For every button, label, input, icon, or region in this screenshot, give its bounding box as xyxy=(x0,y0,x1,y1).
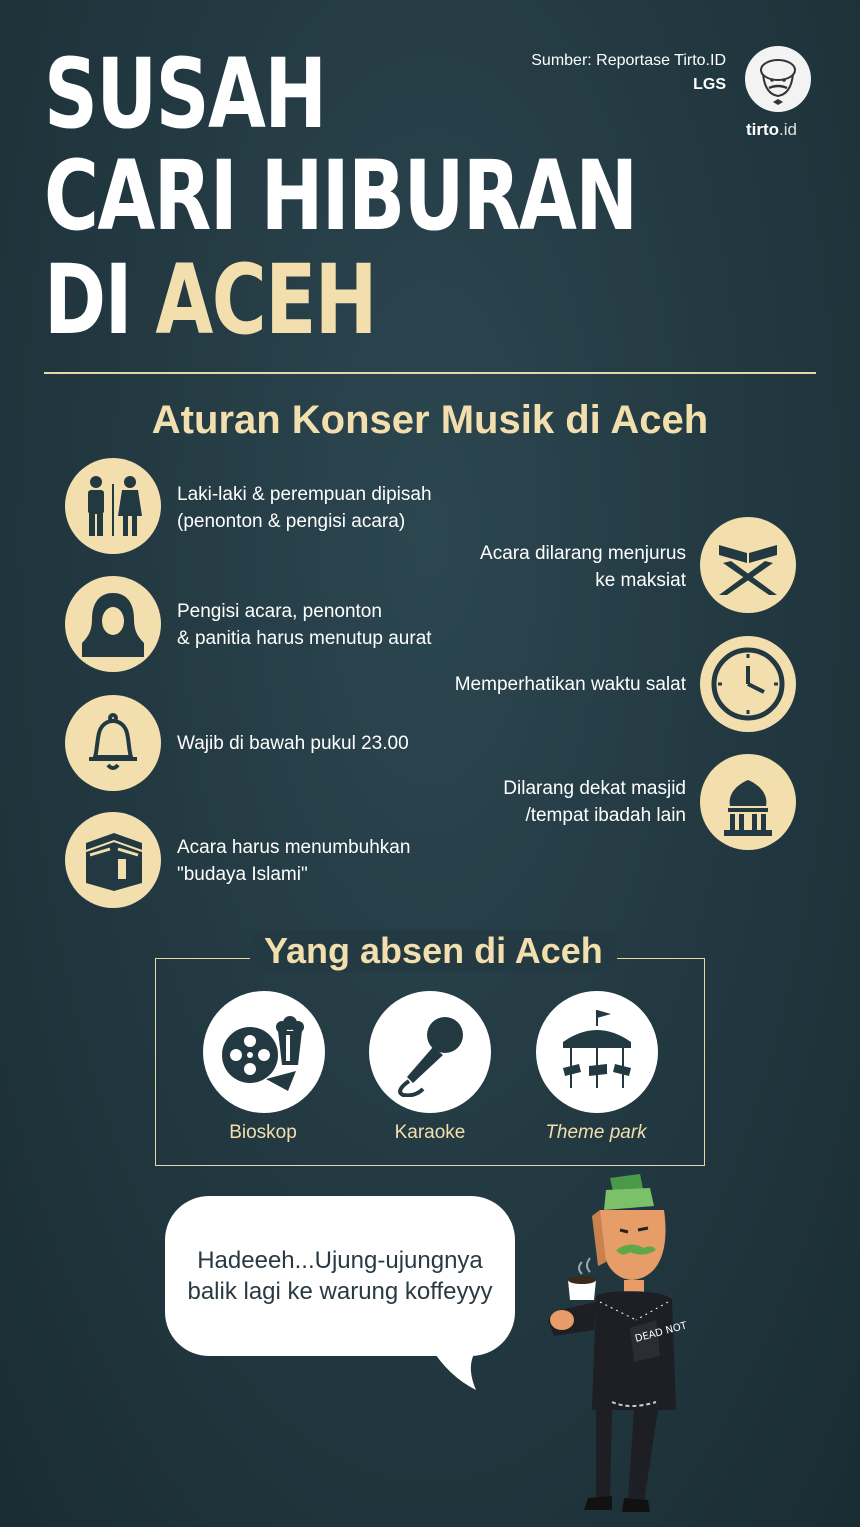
kaaba-icon xyxy=(65,812,161,908)
mosque-icon xyxy=(700,754,796,850)
rule-text-line: Acara dilarang menjurus xyxy=(480,543,686,564)
rule-text-line: Wajib di bawah pukul 23.00 xyxy=(177,733,409,754)
rule-time-limit xyxy=(177,730,409,757)
carousel-icon xyxy=(536,991,658,1113)
title-accent-aceh: ACEH xyxy=(155,244,376,356)
rule-text-line: Laki-laki & perempuan dipisah xyxy=(177,484,432,505)
source-text: Sumber: Reportase Tirto.ID xyxy=(531,52,726,69)
speech-bubble xyxy=(165,1196,515,1356)
speech-line-1: Hadeeeh...Ujung-ujungnya xyxy=(197,1247,483,1274)
rule-islamic-culture xyxy=(177,834,410,888)
absent-label-theme-park: Theme park xyxy=(545,1122,647,1143)
rule-text-line: Dilarang dekat masjid xyxy=(503,778,686,799)
quran-stand-icon xyxy=(700,517,796,613)
rule-text-line: Pengisi acara, penonton xyxy=(177,601,382,622)
title-line-2: CARI HIBURAN xyxy=(44,140,637,252)
logo-name: tirto xyxy=(746,120,780,139)
hijab-woman-icon xyxy=(65,576,161,672)
absent-label-bioskop: Bioskop xyxy=(229,1122,297,1143)
shirt-text: DEAD NOT xyxy=(633,1320,689,1345)
rule-not-near-mosque xyxy=(503,775,686,829)
credit-text: LGS xyxy=(693,76,726,93)
absent-label-karaoke: Karaoke xyxy=(394,1122,466,1143)
tirto-logo-text xyxy=(746,120,797,140)
rule-text-line: "budaya Islami" xyxy=(177,864,308,885)
logo-suffix: .id xyxy=(779,120,798,139)
rule-text-line: Acara harus menumbuhkan xyxy=(177,837,411,858)
rule-text-line: (penonton & pengisi acara) xyxy=(177,511,406,532)
title-line-1: SUSAH xyxy=(44,38,326,150)
clock-icon xyxy=(700,636,796,732)
rule-text-line: ke maksiat xyxy=(595,570,686,591)
rule-text-line: /tempat ibadah lain xyxy=(525,805,686,826)
gender-separation-icon xyxy=(65,458,161,554)
rule-text-line: Memperhatikan waktu salat xyxy=(454,674,686,695)
microphone-icon xyxy=(369,991,491,1113)
absent-section-title: Yang absen di Aceh xyxy=(250,930,617,972)
mascot-character-illustration xyxy=(540,1170,710,1520)
film-reel-popcorn-icon xyxy=(203,991,325,1113)
rule-cover-aurat xyxy=(177,598,432,652)
rule-text-line: & panitia harus menutup aurat xyxy=(177,628,432,649)
rule-gender-separation xyxy=(177,481,432,535)
bell-icon xyxy=(65,695,161,791)
header-divider xyxy=(44,372,816,374)
rule-no-immorality xyxy=(480,540,686,594)
speech-line-2: balik lagi ke warung koffeyyy xyxy=(187,1278,493,1305)
title-line-3-prefix: DI xyxy=(44,244,156,356)
rule-prayer-time xyxy=(455,671,686,698)
source-block xyxy=(531,52,726,94)
speech-bubble-tail xyxy=(430,1346,490,1394)
title-line-3 xyxy=(44,244,376,356)
rules-section-title: Aturan Konser Musik di Aceh xyxy=(151,398,709,442)
tirto-mascot-logo-icon xyxy=(745,46,811,112)
